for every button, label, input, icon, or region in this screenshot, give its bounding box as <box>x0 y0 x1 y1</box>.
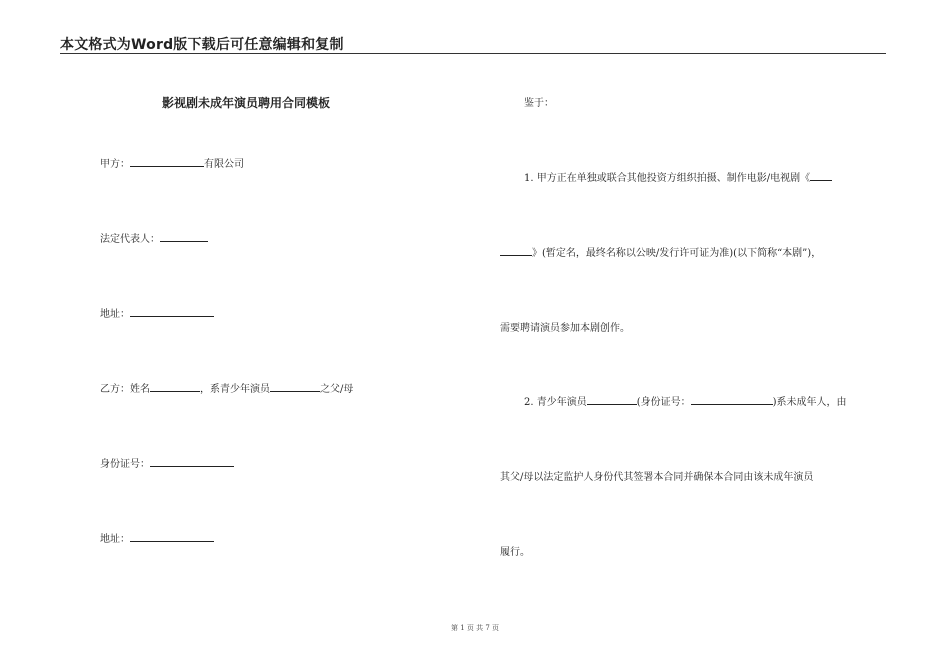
clause-1-line-1 <box>524 169 832 184</box>
party-a-line <box>100 155 244 170</box>
header-divider <box>60 53 886 54</box>
party-b-line <box>100 380 353 395</box>
minor-actor-id-blank <box>691 394 773 405</box>
party-b-label: 乙方： <box>100 384 130 395</box>
address-b-line <box>100 530 214 545</box>
clause-2-id-label: (身份证号： <box>636 397 691 408</box>
clause-2-suffix: )系未成年人，由 <box>772 397 847 408</box>
party-b-relation-mid: ，系青少年演员 <box>200 384 270 395</box>
clause-1-text: 1. 甲方正在单独或联合其他投资方组织拍摄、制作电影/电视剧《 <box>524 173 811 184</box>
address-b-label: 地址： <box>100 534 130 545</box>
address-b-blank <box>130 531 214 542</box>
address-a-label: 地址： <box>100 309 130 320</box>
minor-actor-name-blank <box>587 394 637 405</box>
party-b-relation-suffix: 之父/母 <box>320 384 354 395</box>
address-a-line <box>100 305 214 320</box>
drama-name-blank-part2 <box>500 245 532 256</box>
drama-name-blank-part1 <box>810 170 832 181</box>
clause-2-prefix: 2. 青少年演员 <box>524 397 587 408</box>
clause-2-line-1 <box>524 393 847 408</box>
clause-1-continuation: 》(暂定名，最终名称以公映/发行许可证为准)(以下简称“本剧”)， <box>532 248 822 259</box>
legal-rep-label: 法定代表人： <box>100 234 160 245</box>
party-b-name-label: 姓名 <box>130 384 150 395</box>
clause-2-line-2: 其父/母以法定监护人身份代其签署本合同并确保本合同由该未成年演员 <box>500 472 814 483</box>
id-number-line <box>100 455 234 470</box>
address-a-blank <box>130 306 214 317</box>
id-blank <box>150 456 234 467</box>
party-a-suffix: 有限公司 <box>204 159 244 170</box>
header-title: 本文格式为Word版下载后可任意编辑和复制 <box>60 37 344 53</box>
legal-rep-blank <box>160 231 208 242</box>
clause-1-line-3: 需要聘请演员参加本剧创作。 <box>500 323 630 334</box>
id-label: 身份证号： <box>100 459 150 470</box>
legal-rep-line <box>100 230 208 245</box>
document-title: 影视剧未成年演员聘用合同模板 <box>162 96 331 110</box>
clause-2-line-3: 履行。 <box>500 547 530 558</box>
party-b-minor-blank <box>270 381 320 392</box>
party-b-name-blank <box>150 381 200 392</box>
whereas-heading: 鉴于： <box>524 98 554 109</box>
party-a-blank <box>130 156 204 167</box>
party-a-label: 甲方： <box>100 159 130 170</box>
clause-1-line-2 <box>500 244 821 259</box>
page-number: 第 1 页 共 7 页 <box>450 624 500 632</box>
